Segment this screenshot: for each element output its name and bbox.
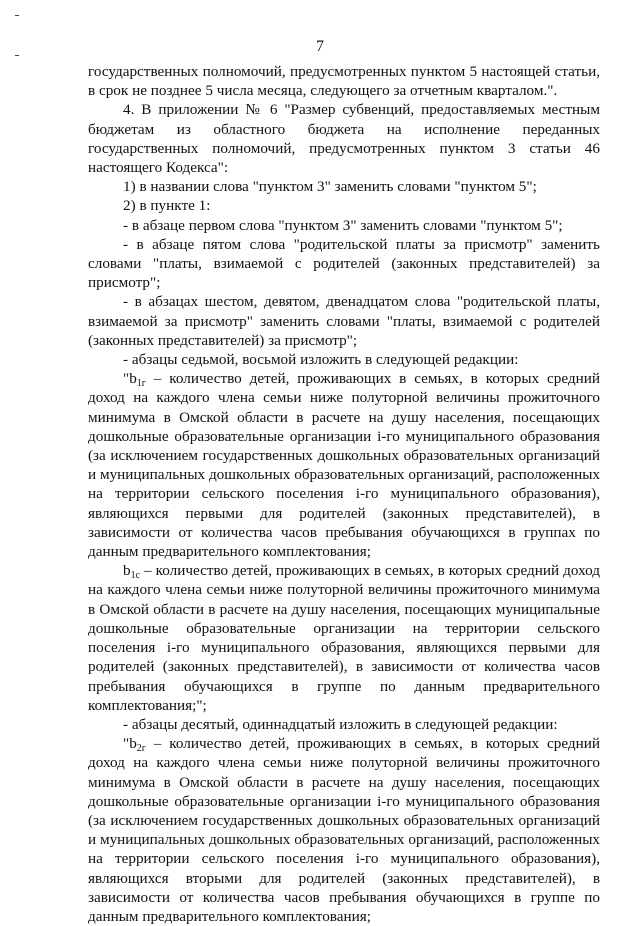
paragraph: - в абзаце пятом слова "родительской платы за присмотр" заменить словами "платы, взимаемой с родителей (законных представителей) за присмотр";: [88, 235, 600, 292]
paragraph: - в абзаце первом слова "пунктом 3" заменить словами "пунктом 5";: [123, 216, 563, 234]
subscript: 2г: [136, 743, 146, 755]
paragraph: государственных полномочий, предусмотренных пунктом 5 настоящей статьи, в срок не позднее 5 числа месяца, следующего за отчетным кварталом.".: [88, 63, 600, 100]
formula-definition-paragraph: "$b_{1г}$ – количество детей, проживающих в семьях, в которых средний доход на каждого члена семьи ниже полуторной величины прожиточного минимума в Омской области в расчете на душу населения, посещающих дошкольные образовательные организации i-го муниципального образования (за исключением государственных дошкольных образовательных организаций и муниципальных дошкольных образовательных организаций, расположенных на территории сельского поселения i-го муниципального образования), являющихся первыми для родителей (законных представителей), в зависимости от количества часов пребывания обучающихся в группах по данным предварительного комплектования;: [88, 370, 600, 561]
scan-mark: [15, 15, 19, 16]
paragraph: - абзацы десятый, одиннадцатый изложить в следующей редакции:: [123, 715, 558, 733]
formula-definition-paragraph: $b_{1с}$ – количество детей, проживающих в семьях, в которых средний доход на каждого члена семьи ниже полуторной величины прожиточного минимума в Омской области в расчете на душу населения, посещающих муниципальные дошкольные образовательные организации на территории сельского поселения i-го муниципального образования, являющихся первыми для родителей (законных представителей), в зависимости от количества часов пребывания обучающихся в группе по данным предварительного комплектования;";: [88, 562, 600, 714]
page-number: 7: [316, 38, 324, 55]
subscript: 1с: [130, 570, 141, 582]
paragraph: 2) в пункте 1:: [123, 197, 211, 215]
formula-definition-paragraph: "$b_{2г}$ – количество детей, проживающих в семьях, в которых средний доход на каждого члена семьи ниже полуторной величины прожиточного минимума в Омской области в расчете на душу населения, посещающих дошкольные образовательные организации i-го муниципального образования (за исключением государственных дошкольных образовательных организаций и муниципальных дошкольных образовательных организаций, расположенных на территории сельского поселения i-го муниципального образования), являющихся вторыми для родителей (законных представителей), в зависимости от количества часов пребывания обучающихся в группе по данным предварительного комплектования;: [88, 735, 600, 925]
subscript: 1г: [136, 378, 146, 390]
paragraph: - абзацы седьмой, восьмой изложить в следующей редакции:: [123, 351, 519, 369]
paragraph: 1) в названии слова "пунктом 3" заменить словами "пунктом 5";: [123, 178, 537, 196]
document-body: [88, 62, 600, 926]
paragraph: - в абзацах шестом, девятом, двенадцатом слова "родительской платы, взимаемой за присмотр" заменить словами "платы, взимаемой с родителей (законных представителей) за присмотр";: [88, 293, 600, 349]
paragraph: 4. В приложении № 6 "Размер субвенций, предоставляемых местным бюджетам из областного бюджета на исполнение переданных государственных полномочий, предусмотренных пунктом 3 статьи 46 настоящего Кодекса":: [88, 101, 600, 177]
